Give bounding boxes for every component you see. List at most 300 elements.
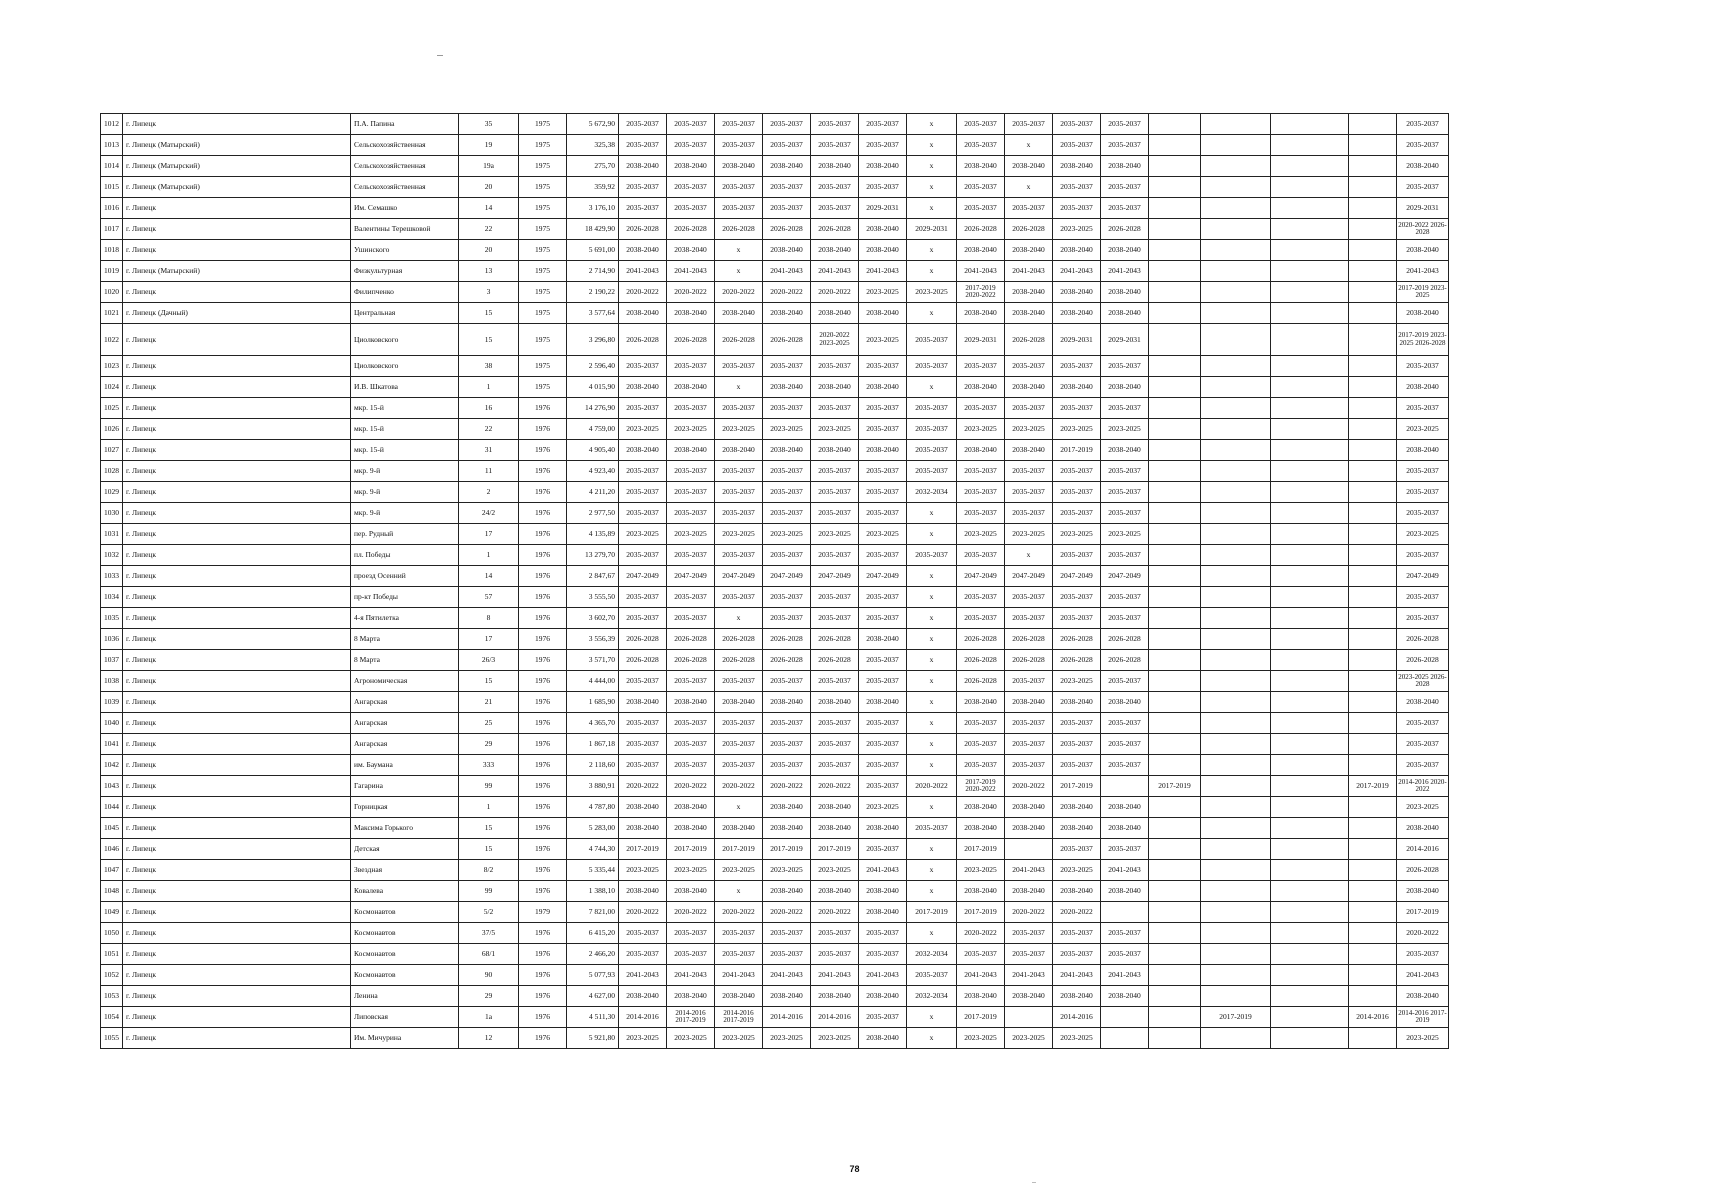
area-cell: 5 691,00 (567, 240, 619, 261)
period-cell (1349, 881, 1397, 902)
period-cell: 2035-2037 (859, 398, 907, 419)
year-cell: 1975 (519, 114, 567, 135)
period-cell: 2020-2022 (763, 776, 811, 797)
table-row (101, 503, 1577, 524)
period-cell: 2035-2037 (859, 923, 907, 944)
period-cell (1271, 755, 1349, 776)
period-cell (1201, 671, 1271, 692)
row-number: 1028 (101, 461, 123, 482)
period-cell: 2038-2040 (1005, 377, 1053, 398)
period-cell: 2038-2040 (1397, 156, 1449, 177)
period-cell: 2023-2025 (859, 524, 907, 545)
period-cell: 2035-2037 (715, 587, 763, 608)
period-cell (1271, 713, 1349, 734)
period-cell: 2035-2037 (619, 587, 667, 608)
period-cell: 2038-2040 (957, 797, 1005, 818)
period-cell (1201, 503, 1271, 524)
period-cell: 2038-2040 (667, 881, 715, 902)
period-cell: 2038-2040 (715, 818, 763, 839)
area-cell: 359,92 (567, 177, 619, 198)
table-row (101, 524, 1577, 545)
period-cell: 2029-2031 (859, 198, 907, 219)
period-cell: x (907, 566, 957, 587)
house-cell: 22 (459, 219, 519, 240)
period-cell: 2038-2040 (667, 303, 715, 324)
period-cell (1271, 944, 1349, 965)
city-cell: г. Липецк (123, 986, 351, 1007)
period-cell: 2035-2037 (811, 356, 859, 377)
period-cell: x (1005, 135, 1053, 156)
period-cell: 2035-2037 (859, 177, 907, 198)
area-cell: 5 672,90 (567, 114, 619, 135)
year-cell: 1979 (519, 902, 567, 923)
house-cell: 16 (459, 398, 519, 419)
period-cell: 2035-2037 (1101, 755, 1149, 776)
period-cell (1271, 524, 1349, 545)
period-cell: 2035-2037 (619, 608, 667, 629)
area-cell: 4 211,20 (567, 482, 619, 503)
period-cell: 2023-2025 (763, 524, 811, 545)
period-cell: 2035-2037 (1005, 482, 1053, 503)
period-cell: 2035-2037 (859, 944, 907, 965)
period-cell: 2023-2025 (1397, 797, 1449, 818)
year-cell: 1976 (519, 881, 567, 902)
period-cell (1149, 198, 1201, 219)
period-cell: 2038-2040 (1005, 440, 1053, 461)
period-cell: 2038-2040 (1005, 692, 1053, 713)
period-cell: 2035-2037 (619, 713, 667, 734)
table-row (101, 587, 1577, 608)
period-cell: 2020-2022 (619, 776, 667, 797)
period-cell: x (907, 629, 957, 650)
period-cell: 2020-2022 (619, 902, 667, 923)
period-cell: 2035-2037 (667, 713, 715, 734)
area-cell: 1 867,18 (567, 734, 619, 755)
period-cell: 2038-2040 (1397, 377, 1449, 398)
period-cell: 2035-2037 (1101, 461, 1149, 482)
period-cell: 2035-2037 (763, 398, 811, 419)
house-cell: 11 (459, 461, 519, 482)
period-cell: 2047-2049 (811, 566, 859, 587)
row-number: 1035 (101, 608, 123, 629)
period-cell: 2023-2025 (667, 419, 715, 440)
house-cell: 333 (459, 755, 519, 776)
period-cell: 2035-2037 (859, 713, 907, 734)
house-cell: 38 (459, 356, 519, 377)
period-cell (1271, 776, 1349, 797)
area-cell: 2 118,60 (567, 755, 619, 776)
period-cell: 2038-2040 (1101, 282, 1149, 303)
period-cell (1201, 776, 1271, 797)
period-cell: 2017-2019 (763, 839, 811, 860)
period-cell: 2017-2019 2023-2025 (1397, 282, 1449, 303)
year-cell: 1976 (519, 482, 567, 503)
table-body (101, 114, 1577, 1049)
street-cell: Валентины Терешковой (351, 219, 459, 240)
period-cell: 2026-2028 (619, 219, 667, 240)
period-cell (1149, 1028, 1201, 1049)
area-cell: 325,38 (567, 135, 619, 156)
period-cell: 2038-2040 (1101, 303, 1149, 324)
period-cell (1271, 692, 1349, 713)
house-cell: 14 (459, 566, 519, 587)
city-cell: г. Липецк (123, 324, 351, 356)
period-cell (1271, 219, 1349, 240)
period-cell: x (907, 503, 957, 524)
period-cell: 2035-2037 (957, 461, 1005, 482)
period-cell (1149, 566, 1201, 587)
period-cell: 2038-2040 (715, 440, 763, 461)
row-number: 1015 (101, 177, 123, 198)
street-cell: Космонавтов (351, 965, 459, 986)
area-cell: 4 135,89 (567, 524, 619, 545)
period-cell: 2038-2040 (811, 881, 859, 902)
house-cell: 35 (459, 114, 519, 135)
street-cell: Ангарская (351, 692, 459, 713)
city-cell: г. Липецк (123, 240, 351, 261)
period-cell: 2035-2037 (1005, 713, 1053, 734)
period-cell (1271, 1028, 1349, 1049)
period-cell: 2023-2025 (1053, 524, 1101, 545)
period-cell: 2032-2034 (907, 986, 957, 1007)
table-row (101, 261, 1577, 282)
period-cell: 2023-2025 (1053, 860, 1101, 881)
period-cell: 2038-2040 (1005, 797, 1053, 818)
period-cell: 2035-2037 (859, 419, 907, 440)
period-cell (1149, 377, 1201, 398)
period-cell: 2038-2040 (1005, 818, 1053, 839)
period-cell (1149, 135, 1201, 156)
period-cell: 2020-2022 (763, 902, 811, 923)
period-cell: 2035-2037 (619, 482, 667, 503)
street-cell: Сельскохозяйственная (351, 156, 459, 177)
period-cell: 2017-2019 (667, 839, 715, 860)
period-cell (1349, 356, 1397, 377)
period-cell: 2038-2040 (1005, 282, 1053, 303)
city-cell: г. Липецк (123, 1007, 351, 1028)
period-cell: 2035-2037 (763, 944, 811, 965)
year-cell: 1976 (519, 587, 567, 608)
period-cell: 2017-2019 (1149, 776, 1201, 797)
period-cell (1271, 902, 1349, 923)
period-cell (1201, 461, 1271, 482)
period-cell: 2020-2022 (763, 282, 811, 303)
period-cell: 2035-2037 (763, 198, 811, 219)
city-cell: г. Липецк (123, 398, 351, 419)
row-number: 1041 (101, 734, 123, 755)
period-cell: 2035-2037 (811, 713, 859, 734)
street-cell: мкр. 15-й (351, 398, 459, 419)
period-cell (1271, 629, 1349, 650)
period-cell: 2020-2022 (1397, 923, 1449, 944)
year-cell: 1976 (519, 671, 567, 692)
year-cell: 1976 (519, 419, 567, 440)
city-cell: г. Липецк (123, 587, 351, 608)
area-cell: 275,70 (567, 156, 619, 177)
period-cell: 2038-2040 (715, 986, 763, 1007)
period-cell: 2017-2019 (957, 839, 1005, 860)
period-cell: 2035-2037 (1005, 503, 1053, 524)
house-cell: 68/1 (459, 944, 519, 965)
period-cell: 2035-2037 (1101, 198, 1149, 219)
period-cell: 2038-2040 (1053, 986, 1101, 1007)
period-cell: 2035-2037 (859, 650, 907, 671)
period-cell: 2038-2040 (1053, 881, 1101, 902)
period-cell: 2038-2040 (1397, 240, 1449, 261)
period-cell: 2026-2028 (1005, 219, 1053, 240)
area-cell: 2 466,20 (567, 944, 619, 965)
street-cell: мкр. 9-й (351, 503, 459, 524)
year-cell: 1975 (519, 156, 567, 177)
period-cell (1201, 944, 1271, 965)
row-number: 1024 (101, 377, 123, 398)
period-cell: 2038-2040 (1101, 797, 1149, 818)
period-cell: 2035-2037 (1397, 545, 1449, 566)
table-row (101, 671, 1577, 692)
period-cell (1149, 713, 1201, 734)
period-cell: 2038-2040 (763, 881, 811, 902)
house-cell: 2 (459, 482, 519, 503)
street-cell: Физкультурная (351, 261, 459, 282)
row-number: 1048 (101, 881, 123, 902)
period-cell: 2035-2037 (1005, 461, 1053, 482)
street-cell: мкр. 15-й (351, 440, 459, 461)
period-cell: 2038-2040 (619, 377, 667, 398)
period-cell: 2035-2037 (1053, 503, 1101, 524)
period-cell: 2035-2037 (715, 461, 763, 482)
period-cell: 2035-2037 (1397, 755, 1449, 776)
period-cell (1149, 419, 1201, 440)
period-cell: x (907, 156, 957, 177)
period-cell (1349, 629, 1397, 650)
period-cell: 2035-2037 (763, 608, 811, 629)
period-cell (1149, 671, 1201, 692)
period-cell: 2035-2037 (1101, 713, 1149, 734)
period-cell: 2023-2025 (1397, 419, 1449, 440)
period-cell: 2038-2040 (1397, 692, 1449, 713)
period-cell: 2035-2037 (957, 482, 1005, 503)
period-cell: 2035-2037 (1397, 734, 1449, 755)
period-cell: 2035-2037 (619, 461, 667, 482)
period-cell (1271, 324, 1349, 356)
period-cell: 2035-2037 (715, 545, 763, 566)
house-cell: 20 (459, 240, 519, 261)
city-cell: г. Липецк (123, 902, 351, 923)
period-cell: 2035-2037 (1053, 356, 1101, 377)
period-cell (1271, 923, 1349, 944)
period-cell: 2035-2037 (1053, 177, 1101, 198)
period-cell: 2038-2040 (957, 818, 1005, 839)
city-cell: г. Липецк (123, 860, 351, 881)
street-cell: Ковалева (351, 881, 459, 902)
period-cell: 2041-2043 (811, 261, 859, 282)
period-cell: 2014-2016 (763, 1007, 811, 1028)
area-cell: 3 296,80 (567, 324, 619, 356)
period-cell: x (1005, 177, 1053, 198)
row-number: 1020 (101, 282, 123, 303)
period-cell: 2035-2037 (667, 944, 715, 965)
period-cell: 2038-2040 (1101, 377, 1149, 398)
area-cell: 3 571,70 (567, 650, 619, 671)
period-cell: 2035-2037 (1053, 398, 1101, 419)
period-cell: 2035-2037 (1053, 839, 1101, 860)
period-cell: 2041-2043 (859, 860, 907, 881)
period-cell: 2035-2037 (1397, 461, 1449, 482)
period-cell (1101, 902, 1149, 923)
period-cell: 2035-2037 (957, 135, 1005, 156)
period-cell: 2014-2016 2017-2019 (667, 1007, 715, 1028)
area-cell: 1 388,10 (567, 881, 619, 902)
period-cell: 2035-2037 (667, 755, 715, 776)
period-cell: x (907, 377, 957, 398)
period-cell: 2038-2040 (811, 303, 859, 324)
period-cell: x (907, 755, 957, 776)
house-cell: 14 (459, 198, 519, 219)
period-cell: 2026-2028 (957, 629, 1005, 650)
period-cell: 2023-2025 (1397, 524, 1449, 545)
house-cell: 19 (459, 135, 519, 156)
period-cell: 2035-2037 (907, 324, 957, 356)
period-cell: 2038-2040 (667, 156, 715, 177)
row-number: 1042 (101, 755, 123, 776)
period-cell: 2032-2034 (907, 482, 957, 503)
period-cell (1271, 377, 1349, 398)
period-cell (1271, 1007, 1349, 1028)
city-cell: г. Липецк (123, 219, 351, 240)
period-cell: 2035-2037 (811, 177, 859, 198)
period-cell: 2038-2040 (667, 240, 715, 261)
street-cell: Филипченко (351, 282, 459, 303)
city-cell: г. Липецк (Матырский) (123, 156, 351, 177)
period-cell: 2035-2037 (763, 135, 811, 156)
period-cell: 2026-2028 (715, 650, 763, 671)
period-cell: 2026-2028 (1053, 629, 1101, 650)
period-cell: 2035-2037 (715, 713, 763, 734)
period-cell: 2047-2049 (763, 566, 811, 587)
period-cell (1271, 282, 1349, 303)
period-cell: x (907, 692, 957, 713)
period-cell (1149, 650, 1201, 671)
year-cell: 1976 (519, 839, 567, 860)
period-cell (1201, 902, 1271, 923)
period-cell: 2023-2025 (1053, 671, 1101, 692)
period-cell: 2035-2037 (763, 114, 811, 135)
area-cell: 3 176,10 (567, 198, 619, 219)
period-cell: 2035-2037 (715, 177, 763, 198)
period-cell (1149, 282, 1201, 303)
period-cell (1271, 839, 1349, 860)
period-cell: 2023-2025 (619, 524, 667, 545)
period-cell: 2023-2025 (763, 419, 811, 440)
year-cell: 1976 (519, 545, 567, 566)
table-row (101, 923, 1577, 944)
period-cell: 2035-2037 (907, 461, 957, 482)
period-cell (1349, 114, 1397, 135)
period-cell: 2038-2040 (715, 303, 763, 324)
period-cell: 2035-2037 (667, 356, 715, 377)
area-cell: 4 787,80 (567, 797, 619, 818)
period-cell: 2035-2037 (811, 198, 859, 219)
period-cell: 2038-2040 (715, 156, 763, 177)
period-cell: 2035-2037 (763, 177, 811, 198)
period-cell: 2035-2037 (1397, 482, 1449, 503)
period-cell: 2017-2019 (811, 839, 859, 860)
period-cell: 2035-2037 (667, 545, 715, 566)
period-cell: 2035-2037 (1101, 135, 1149, 156)
period-cell (1149, 986, 1201, 1007)
period-cell: 2038-2040 (859, 986, 907, 1007)
period-cell: 2038-2040 (811, 156, 859, 177)
period-cell (1201, 713, 1271, 734)
period-cell (1349, 282, 1397, 303)
period-cell: 2041-2043 (957, 261, 1005, 282)
street-cell: П.А. Папина (351, 114, 459, 135)
period-cell (1349, 797, 1397, 818)
period-cell: 2038-2040 (957, 440, 1005, 461)
period-cell: 2029-2031 (957, 324, 1005, 356)
period-cell: 2020-2022 (715, 282, 763, 303)
period-cell: 2026-2028 (1101, 219, 1149, 240)
period-cell (1201, 419, 1271, 440)
period-cell (1149, 1007, 1201, 1028)
street-cell: им. Баумана (351, 755, 459, 776)
area-cell: 1 685,90 (567, 692, 619, 713)
period-cell: 2035-2037 (763, 671, 811, 692)
period-cell (1271, 114, 1349, 135)
period-cell: 2035-2037 (1005, 923, 1053, 944)
period-cell: 2035-2037 (907, 398, 957, 419)
period-cell: 2035-2037 (859, 608, 907, 629)
house-cell: 15 (459, 324, 519, 356)
period-cell (1201, 755, 1271, 776)
period-cell (1149, 881, 1201, 902)
period-cell (1201, 377, 1271, 398)
period-cell: 2038-2040 (859, 377, 907, 398)
period-cell: 2035-2037 (1005, 114, 1053, 135)
house-cell: 25 (459, 713, 519, 734)
period-cell: 2035-2037 (619, 356, 667, 377)
period-cell: 2023-2025 (1397, 1028, 1449, 1049)
period-cell: 2035-2037 (619, 923, 667, 944)
period-cell: 2020-2022 (1005, 902, 1053, 923)
row-number: 1037 (101, 650, 123, 671)
row-number: 1047 (101, 860, 123, 881)
period-cell: 2023-2025 (1005, 419, 1053, 440)
period-cell: 2035-2037 (1005, 608, 1053, 629)
table-row (101, 545, 1577, 566)
period-cell: 2035-2037 (667, 114, 715, 135)
table-row (101, 377, 1577, 398)
table-row (101, 944, 1577, 965)
period-cell: 2035-2037 (715, 503, 763, 524)
city-cell: г. Липецк (123, 881, 351, 902)
year-cell: 1976 (519, 524, 567, 545)
table-row (101, 566, 1577, 587)
period-cell: x (715, 881, 763, 902)
street-cell: Циолковского (351, 356, 459, 377)
row-number: 1044 (101, 797, 123, 818)
house-cell: 22 (459, 419, 519, 440)
period-cell (1201, 965, 1271, 986)
street-cell: Космонавтов (351, 923, 459, 944)
city-cell: г. Липецк (123, 671, 351, 692)
area-cell: 2 190,22 (567, 282, 619, 303)
period-cell: 2041-2043 (1005, 860, 1053, 881)
table-row (101, 419, 1577, 440)
period-cell: 2038-2040 (619, 156, 667, 177)
period-cell: 2035-2037 (1101, 944, 1149, 965)
street-cell: Максима Горького (351, 818, 459, 839)
